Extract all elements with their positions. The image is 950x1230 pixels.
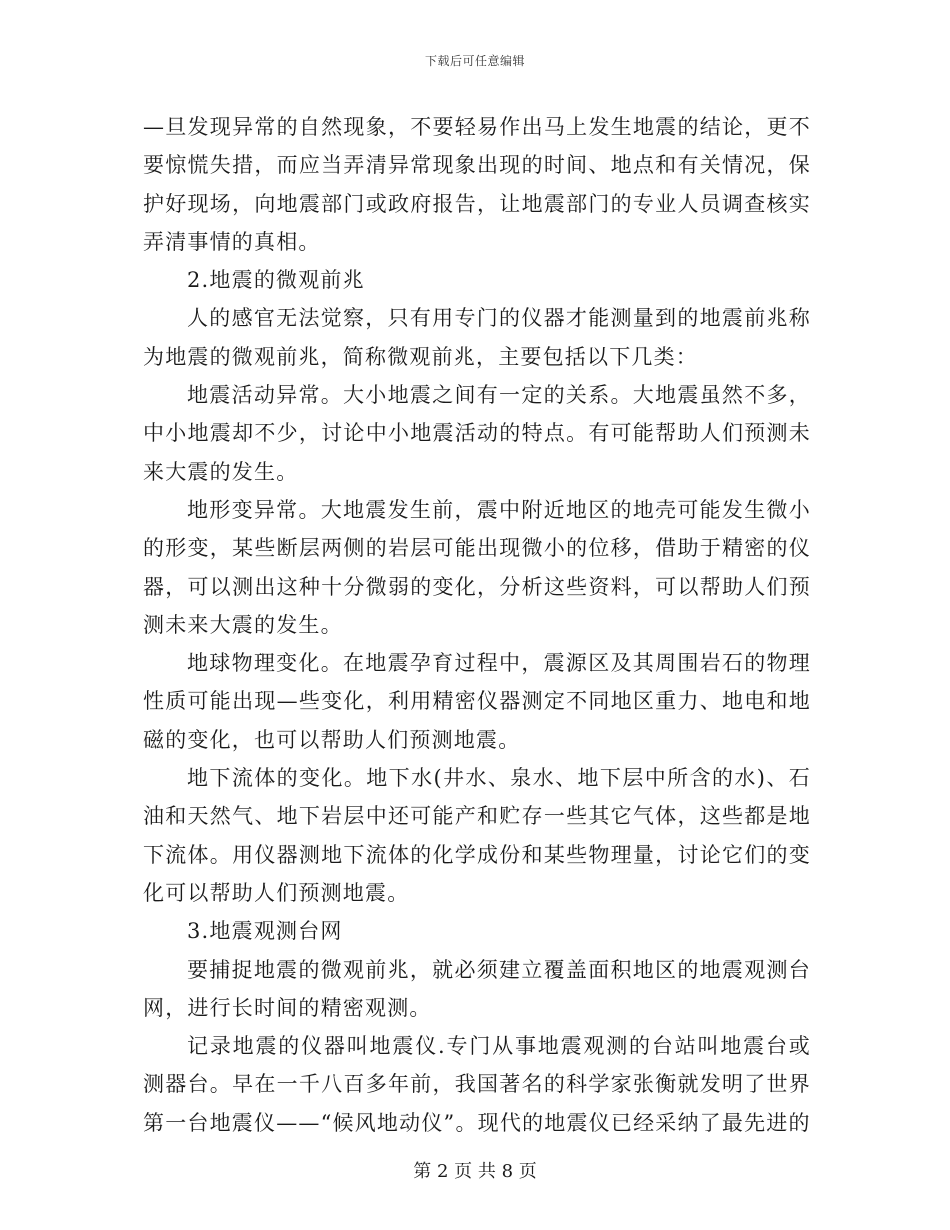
paragraph-2: 人的感官无法觉察，只有用专门的仪器才能测量到的地震前兆称为地震的微观前兆，简称微观前兆，主要包括以下几类： [143, 306, 811, 369]
footer-current-page: 2 [436, 1161, 449, 1182]
footer-total-pages: 8 [501, 1161, 514, 1182]
footer-prefix: 第 [413, 1161, 432, 1182]
footer-middle: 页 共 [454, 1161, 496, 1182]
paragraph-7: 要捕捉地震的微观前兆，就必须建立覆盖面积地区的地震观测台网，进行长时间的精密观测。 [143, 957, 811, 1020]
paragraph-4: 地形变异常。大地震发生前，震中附近地区的地壳可能发生微小的形变，某些断层两侧的岩层可能出现微小的位移，借助于精密的仪器，可以测出这种十分微弱的变化，分析这些资料，可以帮助人们预测未来大震的发生。 [143, 497, 811, 637]
paragraph-6: 地下流体的变化。地下水(井水、泉水、地下层中所含的水)、石油和天然气、地下岩层中还可能产和贮存一些其它气体，这些都是地下流体。用仪器测地下流体的化学成份和某些物理量，讨论它们的变化可以帮助人们预测地震。 [143, 766, 811, 905]
document-body [143, 108, 811, 1142]
page-footer [0, 1157, 950, 1183]
paragraph-3: 地震活动异常。大小地震之间有一定的关系。大地震虽然不多，中小地震却不少，讨论中小地震活动的特点。有可能帮助人们预测未来大震的发生。 [143, 383, 811, 484]
paragraph-8: 记录地震的仪器叫地震仪.专门从事地震观测的台站叫地震台或测器台。早在一千八百多年前，我国著名的科学家张衡就发明了世界第一台地震仪——“候风地动仪”。现代的地震仪已经采纳了最先进的 [143, 1034, 811, 1135]
footer-suffix: 页 [518, 1161, 537, 1182]
paragraph-5: 地球物理变化。在地震孕育过程中，震源区及其周围岩石的物理性质可能出现—些变化，利用精密仪器测定不同地区重力、地电和地磁的变化，也可以帮助人们预测地震。 [143, 651, 811, 752]
paragraph-1: —旦发现异常的自然现象，不要轻易作出马上发生地震的结论，更不要惊慌失措，而应当弄清异常现象出现的时间、地点和有关情况，保护好现场，向地震部门或政府报告，让地震部门的专业人员调查核实弄清事情的真相。 [143, 115, 811, 254]
page-header-note: 下载后可任意编辑 [424, 54, 525, 68]
section-heading-micro-precursors: 2.地震的微观前兆 [187, 268, 365, 293]
section-heading-observation-network: 3.地震观测台网 [187, 919, 343, 944]
